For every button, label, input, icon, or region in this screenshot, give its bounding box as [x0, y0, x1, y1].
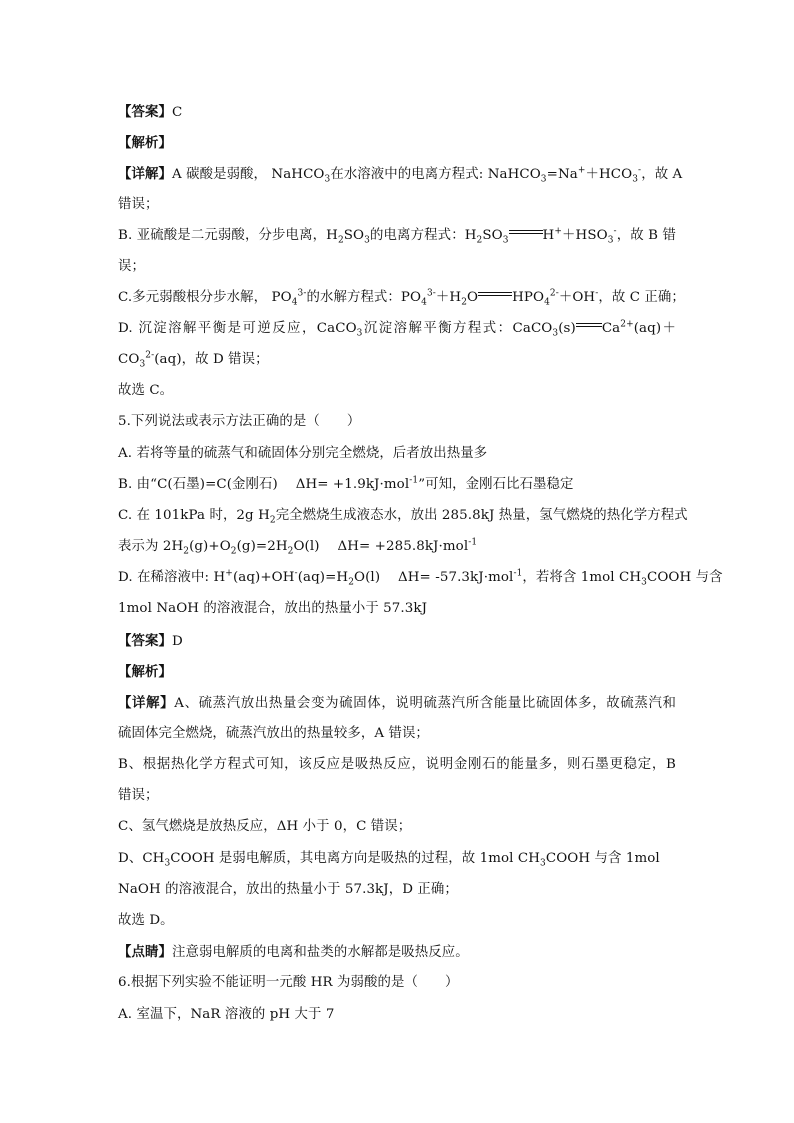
explanation-line-1: 【详解】A、硫蒸汽放出热量会变为硫固体，说明硫蒸汽所含能量比硫固体多，故硫蒸汽和 [118, 695, 676, 711]
answer-line: 【答案】D [118, 633, 183, 649]
analysis-heading: 【解析】 [118, 664, 172, 680]
answer-tag: 【答案】 [118, 104, 172, 120]
explanation-line-d: D. 沉淀溶解平衡是可逆反应，CaCO$_3$沉淀溶解平衡方程式：CaCO$_3$(s) $Ca^{2+}(aq)+$ [118, 319, 677, 339]
explanation-line-5: C、氢气燃烧是放热反应，ΔH 小于 0，C 错误； [118, 819, 412, 834]
conclusion-line: 故选 D。 [118, 913, 174, 928]
question-5-option-c: C. 在 101kPa 时，2g $H_2$完全燃烧生成液态水，放出 285.8kJ 热量，氢气燃烧的热化学方程式 [118, 508, 688, 526]
note-line: 【点睛】注意弱电解质的电离和盐类的水解都是吸热反应。 [118, 944, 469, 960]
explanation-line-6: D、$CH_3COOH$ 是弱电解质，其电离方向是吸热的过程，故 1mol $CH_3COOH$ 与含 1mol [118, 851, 660, 869]
explanation-line-b-cont: 误； [118, 259, 145, 274]
answer-line: 【答案】C [118, 104, 183, 120]
explanation-line-4: 错误； [118, 788, 159, 803]
question-6-stem: 6.根据下列实验不能证明一元酸 HR 为弱酸的是（ ） [118, 975, 459, 990]
explanation-line-2: 硫固体完全燃烧，硫蒸汽放出的热量较多，A 错误； [118, 726, 429, 741]
analysis-heading: 【解析】 [118, 135, 172, 151]
equilibrium-arrow [509, 229, 543, 237]
question-5-option-a: A. 若将等量的硫蒸气和硫固体分别完全燃烧，后者放出热量多 [118, 446, 488, 461]
question-5-option-c-cont: 表示为 $2H_2(g)+O_2(g)=2H_2O(l)$ ΔH= +285.8kJ·mol$^{-1}$ [118, 537, 478, 557]
equilibrium-arrow [576, 322, 602, 330]
question-5-stem: 5.下列说法或表示方法正确的是（ ） [118, 414, 361, 429]
question-5-option-b: B. 由“C(石墨)=C(金刚石) ΔH= +1.9kJ·mol$^{-1}$”可知，金刚石比石墨稳定 [118, 475, 574, 492]
explanation-line-b: B. 亚硫酸是二元弱酸，分步电离，$H_2SO_3$的电离方程式：$H_2SO_3$ $H^++HSO_3^-$，故 B 错 [118, 226, 677, 246]
explanation-line-a-cont: 错误； [118, 197, 159, 212]
question-5-option-d: D. 在稀溶液中: $H^+(aq)+OH^-(aq)=H_2O(l)$ ΔH= -57.3kJ·mol$^{-1}$，若将含 1mol $CH_3COOH$ 与含 [118, 568, 723, 588]
explanation-line-c: C.多元弱酸根分步水解， $PO_4^{3-}$的水解方程式：$PO_4^{3-}+H_2O$ $HPO_4^{2-}+OH^-$，故 C 正确； [118, 288, 685, 308]
question-6-option-a: A. 室温下，NaR 溶液的 pH 大于 7 [118, 1007, 335, 1022]
equilibrium-arrow [478, 291, 512, 299]
explanation-line-3: B、根据热化学方程式可知，该反应是吸热反应，说明金刚石的能量多，则石墨更稳定，B [118, 757, 676, 772]
explanation-line-d-cont: $CO_3^{2-}(aq)$，故 D 错误； [118, 350, 269, 370]
conclusion-line: 故选 C。 [118, 383, 174, 398]
explanation-line-a: 【详解】A 碳酸是弱酸， NaHCO$_3$在水溶液中的电离方程式: $NaHCO_3=Na^++HCO_3^-$，故 A [118, 165, 683, 185]
explanation-line-7: NaOH 的溶液混合，放出的热量小于 57.3kJ，D 正确； [118, 882, 458, 897]
question-5-option-d-cont: 1mol NaOH 的溶液混合，放出的热量小于 57.3kJ [118, 601, 428, 616]
